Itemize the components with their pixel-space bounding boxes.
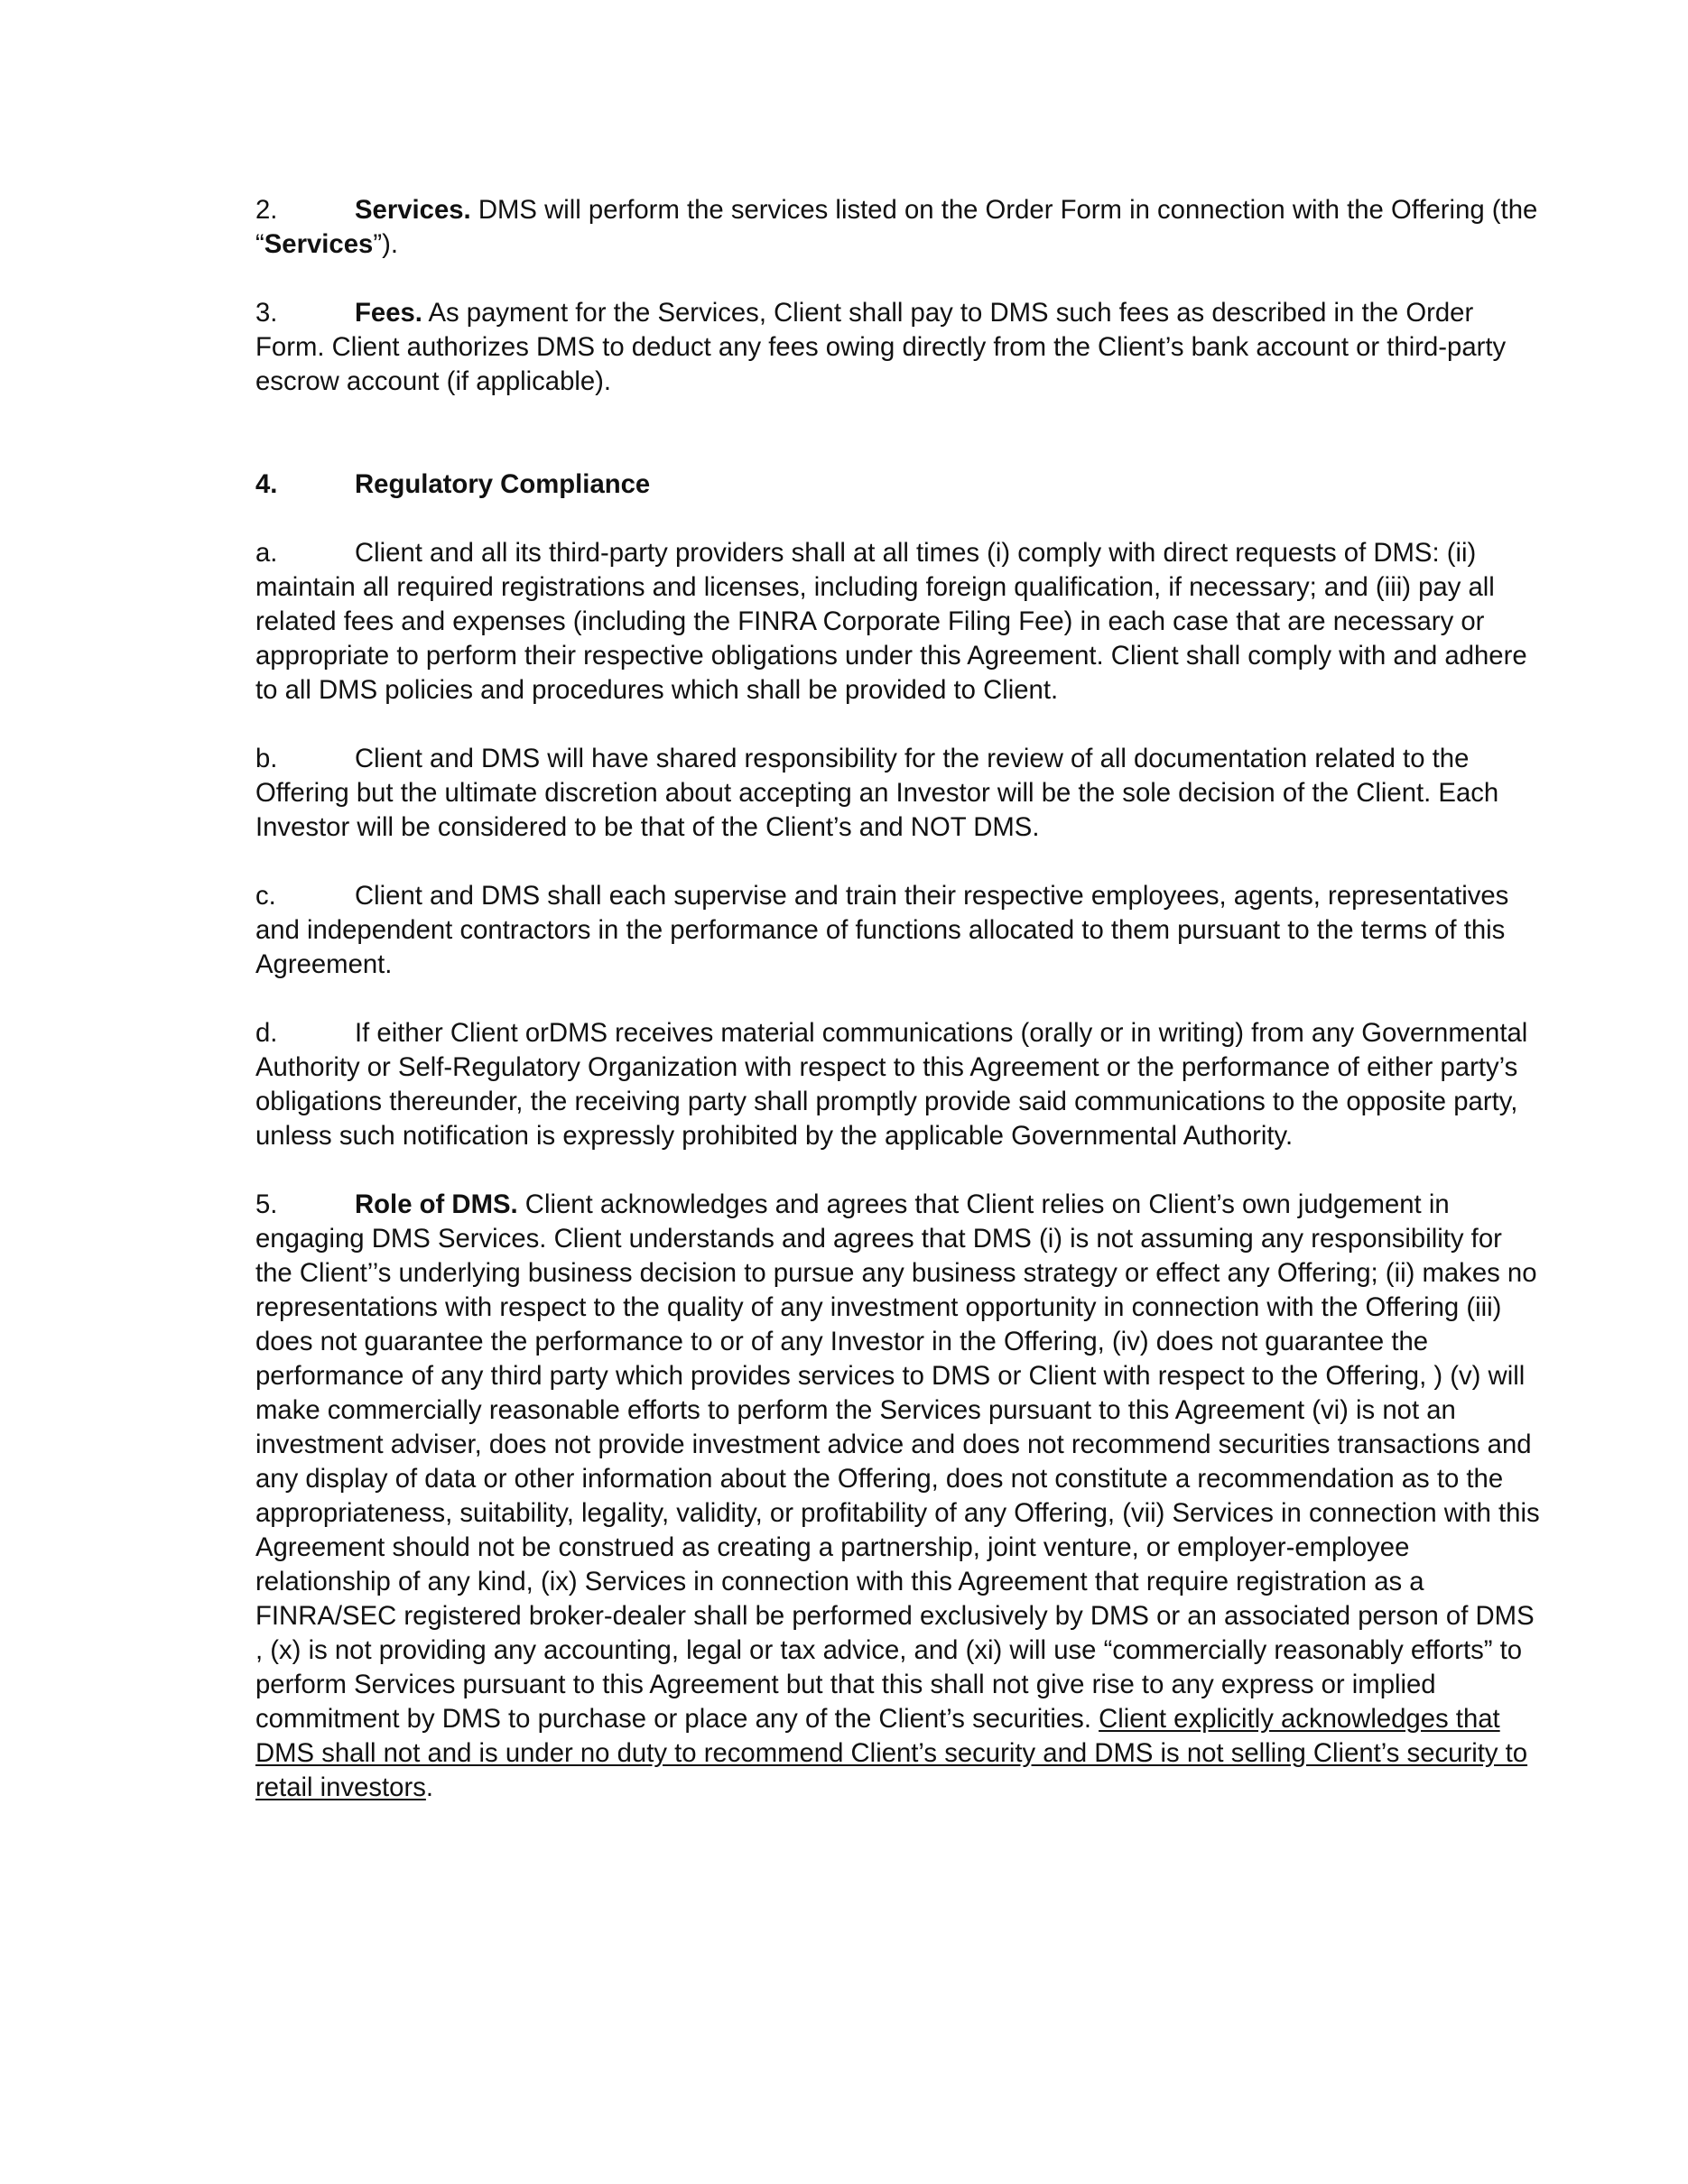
section-fees xyxy=(255,296,1542,399)
section-services xyxy=(255,193,1542,262)
section-text: ”). xyxy=(373,229,398,259)
section-heading: Regulatory Compliance xyxy=(355,469,651,499)
section-role xyxy=(255,1188,1542,1805)
section-text: DMS will perform the services listed on the Order Form in connection with the Offering (the “ xyxy=(255,195,1538,259)
closing-punctuation: . xyxy=(425,1772,434,1802)
item-text: Client and DMS will have shared responsibility for the review of all documentation related to the Offering but the ultimate discretion about accepting an Investor will be the sole decision of the Client. Each Investor will be considered to be that of the Client’s and NOT DMS. xyxy=(255,744,1499,842)
section-regulatory-heading xyxy=(255,467,1542,502)
defined-term: Services xyxy=(264,229,374,259)
regulatory-item-d xyxy=(255,1016,1542,1153)
item-label: b. xyxy=(255,744,278,773)
section-heading: Services. xyxy=(355,195,471,225)
regulatory-item-b xyxy=(255,742,1542,845)
item-label: d. xyxy=(255,1018,278,1048)
document-body xyxy=(255,193,1542,1839)
regulatory-item-a xyxy=(255,536,1542,708)
section-heading: Fees. xyxy=(355,298,422,328)
section-heading: Role of DMS. xyxy=(355,1189,518,1219)
item-text: If either Client orDMS receives material communications (orally or in writing) from any Governmental Authority or Self-Regulatory Organization with respect to this Agreement or the performance of either party’s obligations thereunder, the receiving party shall promptly provide said communications to the opposite party, unless such notification is expressly prohibited by the applicable Governmental Authority. xyxy=(255,1018,1528,1151)
regulatory-item-c xyxy=(255,879,1542,982)
item-text: Client and DMS shall each supervise and train their respective employees, agents, representatives and independent contractors in the performance of functions allocated to them pursuant to the terms of this Agreement. xyxy=(255,881,1509,979)
acknowledgement-text: Client explicitly acknowledges that DMS shall not and is under no duty to recommend Client’s security and DMS is not selling Client’s security to retail investors xyxy=(255,1704,1528,1802)
section-number: 3. xyxy=(255,298,278,328)
section-text: Client acknowledges and agrees that Client relies on Client’s own judgement in engaging DMS Services. Client understands and agrees that DMS (i) is not assuming any responsibility for the Client’’s underlying business decision to pursue any business strategy or effect any Offering; (ii) makes no representations with respect to the quality of any investment opportunity in connection with the Offering (iii) does not guarantee the performance to or of any Investor in the Offering, (iv) does not guarantee the performance of any third party which provides services to DMS or Client with respect to the Offering, ) (v) will make commercially reasonable efforts to perform the Services pursuant to this Agreement (vi) is not an investment adviser, does not provide investment advice and does not recommend securities transactions and any display of data or other information about the Offering, does not constitute a recommendation as to the appropriateness, suitability, legality, validity, or profitability of any Offering, (vii) Services in connection with this Agreement should not be construed as creating a partnership, joint venture, or employer-employee relationship of any kind, (ix) Services in connection with this Agreement that require registration as a FINRA/SEC registered broker-dealer shall be performed exclusively by DMS or an associated person of DMS , (x) is not providing any accounting, legal or tax advice, and (xi) will use “commercially reasonably efforts” to perform Services pursuant to this Agreement but that this shall not give rise to any express or implied commitment by DMS to purchase or place any of the Client’s securities. xyxy=(255,1189,1540,1734)
item-text: Client and all its third-party providers shall at all times (i) comply with direct requests of DMS: (ii) maintain all required registrations and licenses, including foreign qualification, if necessary; and (iii) pay all related fees and expenses (including the FINRA Corporate Filing Fee) in each case that are necessary or appropriate to perform their respective obligations under this Agreement. Client shall comply with and adhere to all DMS policies and procedures which shall be provided to Client. xyxy=(255,538,1527,705)
section-text: As payment for the Services, Client shall pay to DMS such fees as described in the Order Form. Client authorizes DMS to deduct any fees owing directly from the Client’s bank account or third-party escrow account (if applicable). xyxy=(255,298,1507,396)
item-label: a. xyxy=(255,538,278,568)
section-number: 5. xyxy=(255,1189,278,1219)
section-number: 2. xyxy=(255,195,278,225)
section-number: 4. xyxy=(255,469,278,499)
item-label: c. xyxy=(255,881,276,911)
